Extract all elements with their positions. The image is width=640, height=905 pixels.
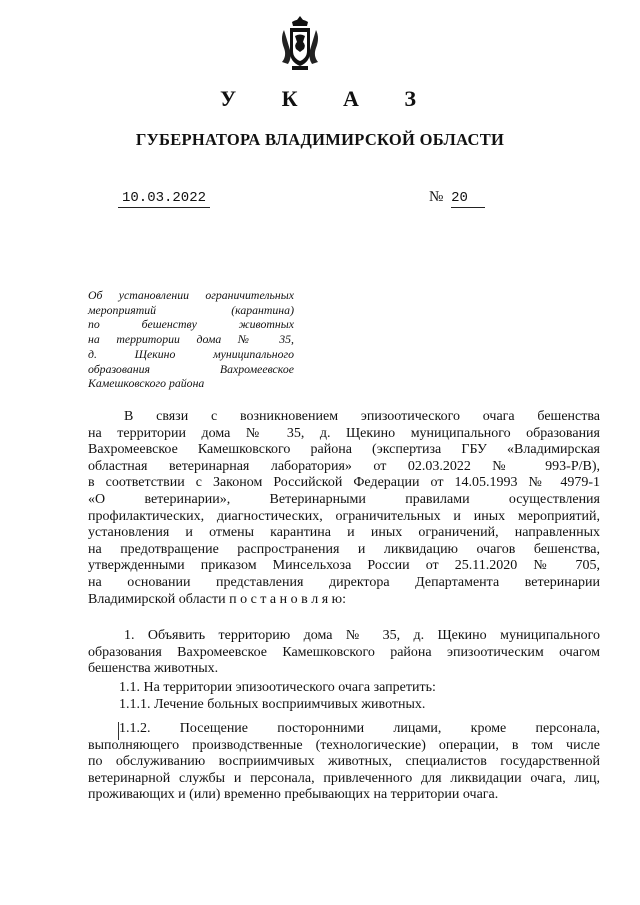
- number-value: 20: [451, 190, 485, 208]
- item-1-1-paragraph: [88, 680, 600, 697]
- subject-line: образования Вахромеевское: [88, 361, 294, 376]
- body-line: образования Вахромеевское Камешковского района эпизоотическим очагом: [88, 644, 600, 660]
- decree-title: У К А З: [219, 86, 437, 111]
- body-line: в соответствии с Законом Российской Федерации от 14.05.1993 № 4979-1: [88, 475, 600, 491]
- decree-issuer: ГУБЕРНАТОРА ВЛАДИМИРСКОЙ ОБЛАСТИ: [135, 130, 505, 149]
- body-line: на территории дома № 35, д. Щекино муниципального образования: [88, 425, 600, 441]
- body-line: установления и отмены карантина и иных ограничений, направленных: [88, 525, 600, 541]
- body-line: проживающих и (или) временно пребывающих на территории очага.: [88, 787, 499, 803]
- body-line: утвержденными приказом Минсельхоза России от 25.11.2020 № 705,: [88, 558, 600, 574]
- body-line: бешенства животных.: [88, 661, 219, 677]
- decree-number: [429, 189, 485, 208]
- preamble-paragraph: [88, 409, 600, 608]
- body-line: на основании представления директора Департамента ветеринарии: [88, 574, 600, 590]
- body-line: Вахромеевское Камешковского района (экспертиза ГБУ «Владимирская: [88, 442, 600, 458]
- item-1-1-2-paragraph: [88, 721, 600, 804]
- body-line: «О ветеринарии», Ветеринарными правилами осуществления: [88, 491, 600, 507]
- body-line: профилактических, диагностических, ограничительных и иных мероприятий,: [88, 508, 600, 524]
- body-line: 1.1. На территории эпизоотического очага запретить:: [119, 680, 436, 695]
- number-sign: №: [429, 189, 444, 205]
- item-1-1-1-paragraph: [88, 697, 600, 714]
- body-line: 1.1.2. Посещение посторонними лицами, кроме персонала,: [119, 721, 600, 736]
- body-line: на предотвращение распространения и ликвидацию очагов бешенства,: [88, 541, 600, 557]
- body-line: ветеринарной службы и персонала, привлеченного для ликвидации очага, лиц,: [88, 770, 600, 786]
- subject-line: по бешенству животных: [88, 317, 294, 332]
- subject-line: Камешковского района: [88, 376, 205, 391]
- subject-line: д. Щекино муниципального: [88, 346, 294, 361]
- decree-date: 10.03.2022: [118, 190, 210, 208]
- body-line: Владимирской области п о с т а н о в л я ю:: [88, 591, 347, 607]
- body-line: областная ветеринарная лаборатория» от 02.03.2022 № 993-Р/В),: [88, 458, 600, 474]
- body-line: выполняющего производственные (технологические) операции, в том числе: [88, 737, 600, 753]
- body-line: 1. Объявить территорию дома № 35, д. Щекино муниципального: [124, 628, 600, 643]
- subject-line: на территории дома № 35,: [88, 332, 294, 347]
- body-line: по обслуживанию восприимчивых животных, специалистов государственной: [88, 754, 600, 770]
- item-1-paragraph: [88, 628, 600, 678]
- coat-of-arms-emblem: [278, 14, 322, 74]
- subject-line: Об установлении ограничительных: [88, 288, 294, 302]
- body-line: 1.1.1. Лечение больных восприимчивых животных.: [119, 697, 426, 712]
- subject-line: мероприятий (карантина): [88, 302, 294, 317]
- decree-subject: [88, 288, 294, 391]
- body-line: В связи с возникновением эпизоотического очага бешенства: [124, 409, 600, 424]
